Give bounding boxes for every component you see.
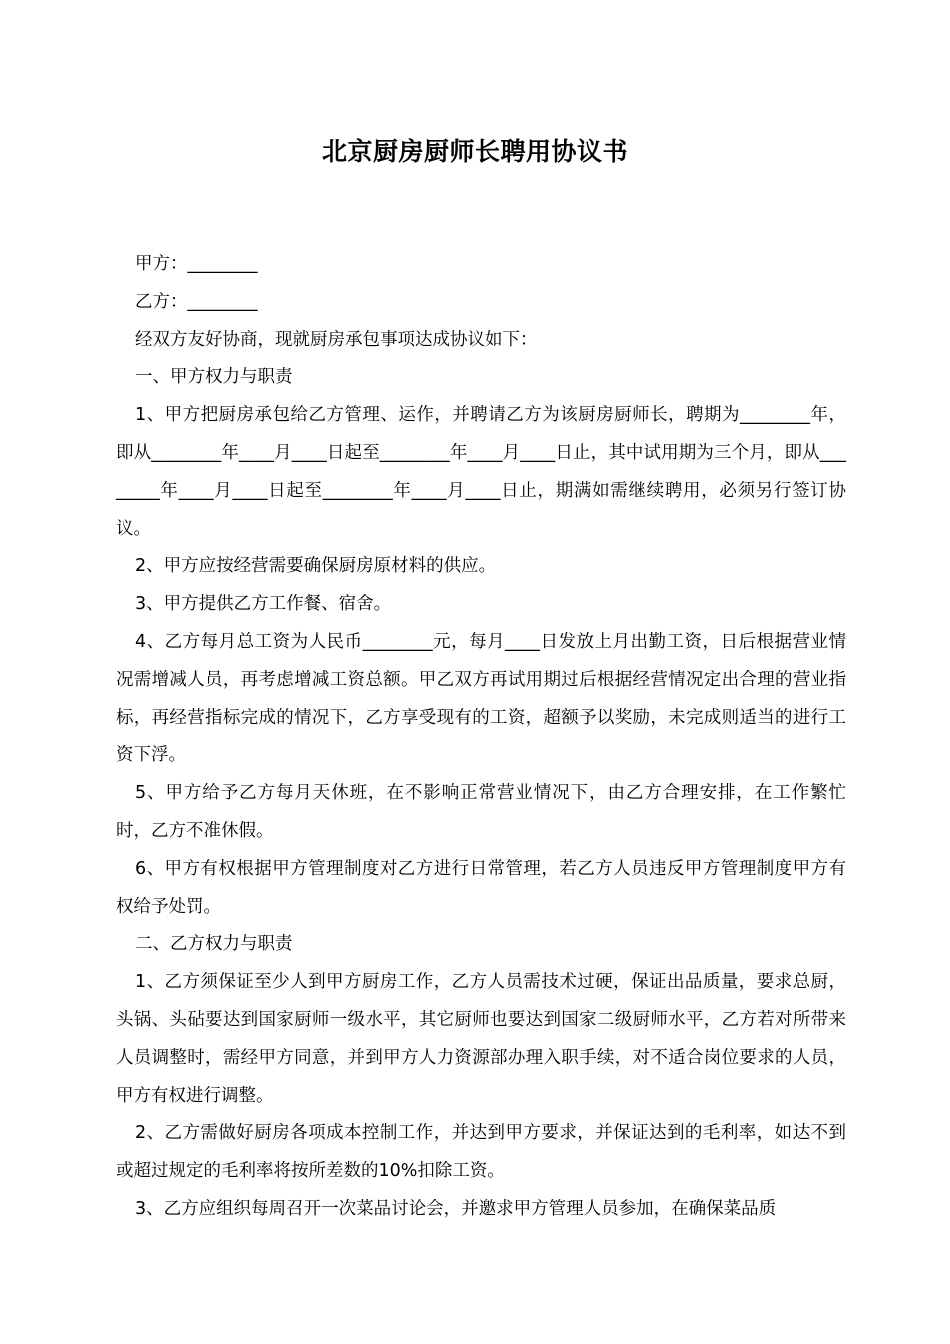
document-body	[116, 246, 846, 1229]
document-title: 北京厨房厨师长聘用协议书	[321, 137, 628, 166]
party-a-clause-3: 3、甲方提供乙方工作餐、宿舍。	[135, 594, 392, 615]
party-a-clause-4: 4、乙方每月总工资为人民币________元，每月____日发放上月出勤工资，日后根据营业情况需增减人员，再考虑增减工资总额。甲乙双方再试用期过后根据经营情况定出合理的营业指标，再经营指标完成的情况下，乙方享受现有的工资，超额予以奖励，未完成则适当的进行工资下浮。	[116, 631, 846, 766]
party-a-clause-2: 2、甲方应按经营需要确保厨房原材料的供应。	[135, 556, 497, 577]
party-a-clause-1: 1、甲方把厨房承包给乙方管理、运作，并聘请乙方为该厨房厨师长，聘期为________年，即从________年____月____日起至________年____月____日止，其中试用期为三个月，即从________年____月____日起至________年____月____日止，期满如需继续聘用，必须另行签订协议。	[116, 405, 846, 539]
party-b-clause-2: 2、乙方需做好厨房各项成本控制工作，并达到甲方要求，并保证达到的毛利率，如达不到或超过规定的毛利率将按所差数的10%扣除工资。	[116, 1123, 846, 1182]
party-b-clause-1: 1、乙方须保证至少人到甲方厨房工作，乙方人员需技术过硬，保证出品质量，要求总厨，头锅、头砧要达到国家厨师一级水平，其它厨师也要达到国家二级厨师水平，乙方若对所带来人员调整时，需经甲方同意，并到甲方人力资源部办理入职手续，对不适合岗位要求的人员，甲方有权进行调整。	[116, 972, 846, 1106]
party-a-clause-6: 6、甲方有权根据甲方管理制度对乙方进行日常管理，若乙方人员违反甲方管理制度甲方有权给予处罚。	[116, 858, 846, 917]
section-heading-party-a: 一、甲方权力与职责	[135, 367, 293, 388]
party-b-clause-3: 3、乙方应组织每周召开一次菜品讨论会，并邀求甲方管理人员参加，在确保菜品质	[135, 1198, 777, 1219]
intro-paragraph: 经双方友好协商，现就厨房承包事项达成协议如下：	[135, 329, 538, 350]
party-a-clause-5: 5、甲方给予乙方每月天休班，在不影响正常营业情况下，由乙方合理安排，在工作繁忙时，乙方不准休假。	[116, 783, 846, 841]
party-b-line: 乙方：________	[135, 291, 258, 312]
party-a-line: 甲方：________	[135, 254, 258, 274]
section-heading-party-b: 二、乙方权力与职责	[135, 934, 293, 955]
